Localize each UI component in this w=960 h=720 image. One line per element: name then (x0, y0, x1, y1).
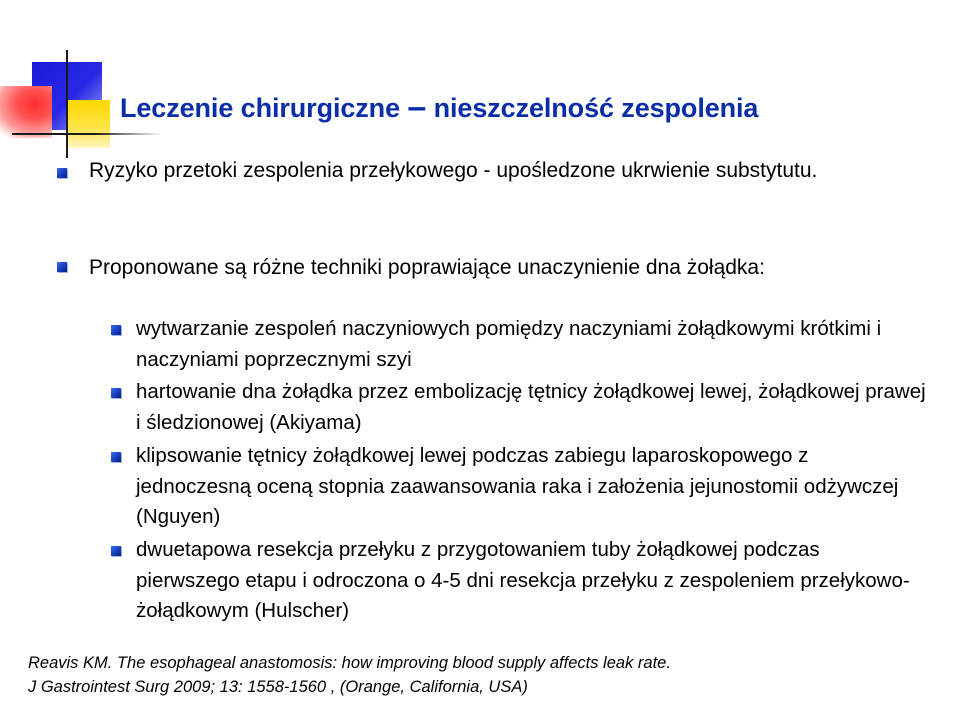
sub-bullet-square-icon (111, 388, 121, 398)
bullet-square-icon (57, 168, 67, 178)
sub-bullet-item: wytwarzanie zespoleń naczyniowych pomiędzy naczyniami żołądkowymi krótkimi i naczyniami poprzecznymi szyi (136, 317, 882, 371)
title-part-2: nieszczelność zespolenia (433, 93, 759, 123)
bullet-square-icon (57, 262, 67, 272)
bullet-item: Ryzyko przetoki zespolenia przełykowego - upośledzone ukrwienie substytutu. (89, 159, 818, 182)
title-part-1: Leczenie chirurgiczne (120, 93, 400, 123)
decor-horizontal-line (12, 133, 162, 135)
sub-bullet-item: hartowanie dna żołądka przez embolizację tętnicy żołądkowej lewej, żołądkowej prawej i śledzionowej (Akiyama) (136, 380, 926, 434)
sub-bullet-square-icon (111, 452, 121, 462)
sub-bullet-item: klipsowanie tętnicy żołądkowej lewej podczas zabiegu laparoskopowego z jednoczesną oceną stopnia zaawansowania raka i założenia jejunostomii odżywczej (Nguyen) (136, 444, 899, 528)
decor-red-square (0, 86, 52, 138)
reference-line-2: J Gastrointest Surg 2009; 13: 1558-1560 , (Orange, California, USA) (28, 678, 528, 696)
slide-title (120, 88, 758, 127)
reference-citation (28, 651, 671, 699)
bullet-item: Proponowane są różne techniki poprawiające unaczynienie dna żołądka: (89, 256, 765, 279)
sub-bullet-item: dwuetapowa resekcja przełyku z przygotowaniem tuby żołądkowej podczas pierwszego etapu i odroczona o 4-5 dni resekcja przełyku z zespoleniem przełykowo-żołądkowym (Hulscher) (136, 538, 910, 622)
title-dash: – (407, 88, 427, 126)
decor-vertical-line (66, 50, 68, 158)
reference-line-1: Reavis KM. The esophageal anastomosis: how improving blood supply affects leak rate. (28, 654, 671, 672)
sub-bullet-square-icon (111, 546, 121, 556)
decor-yellow-square (68, 100, 110, 148)
sub-bullet-square-icon (111, 325, 121, 335)
